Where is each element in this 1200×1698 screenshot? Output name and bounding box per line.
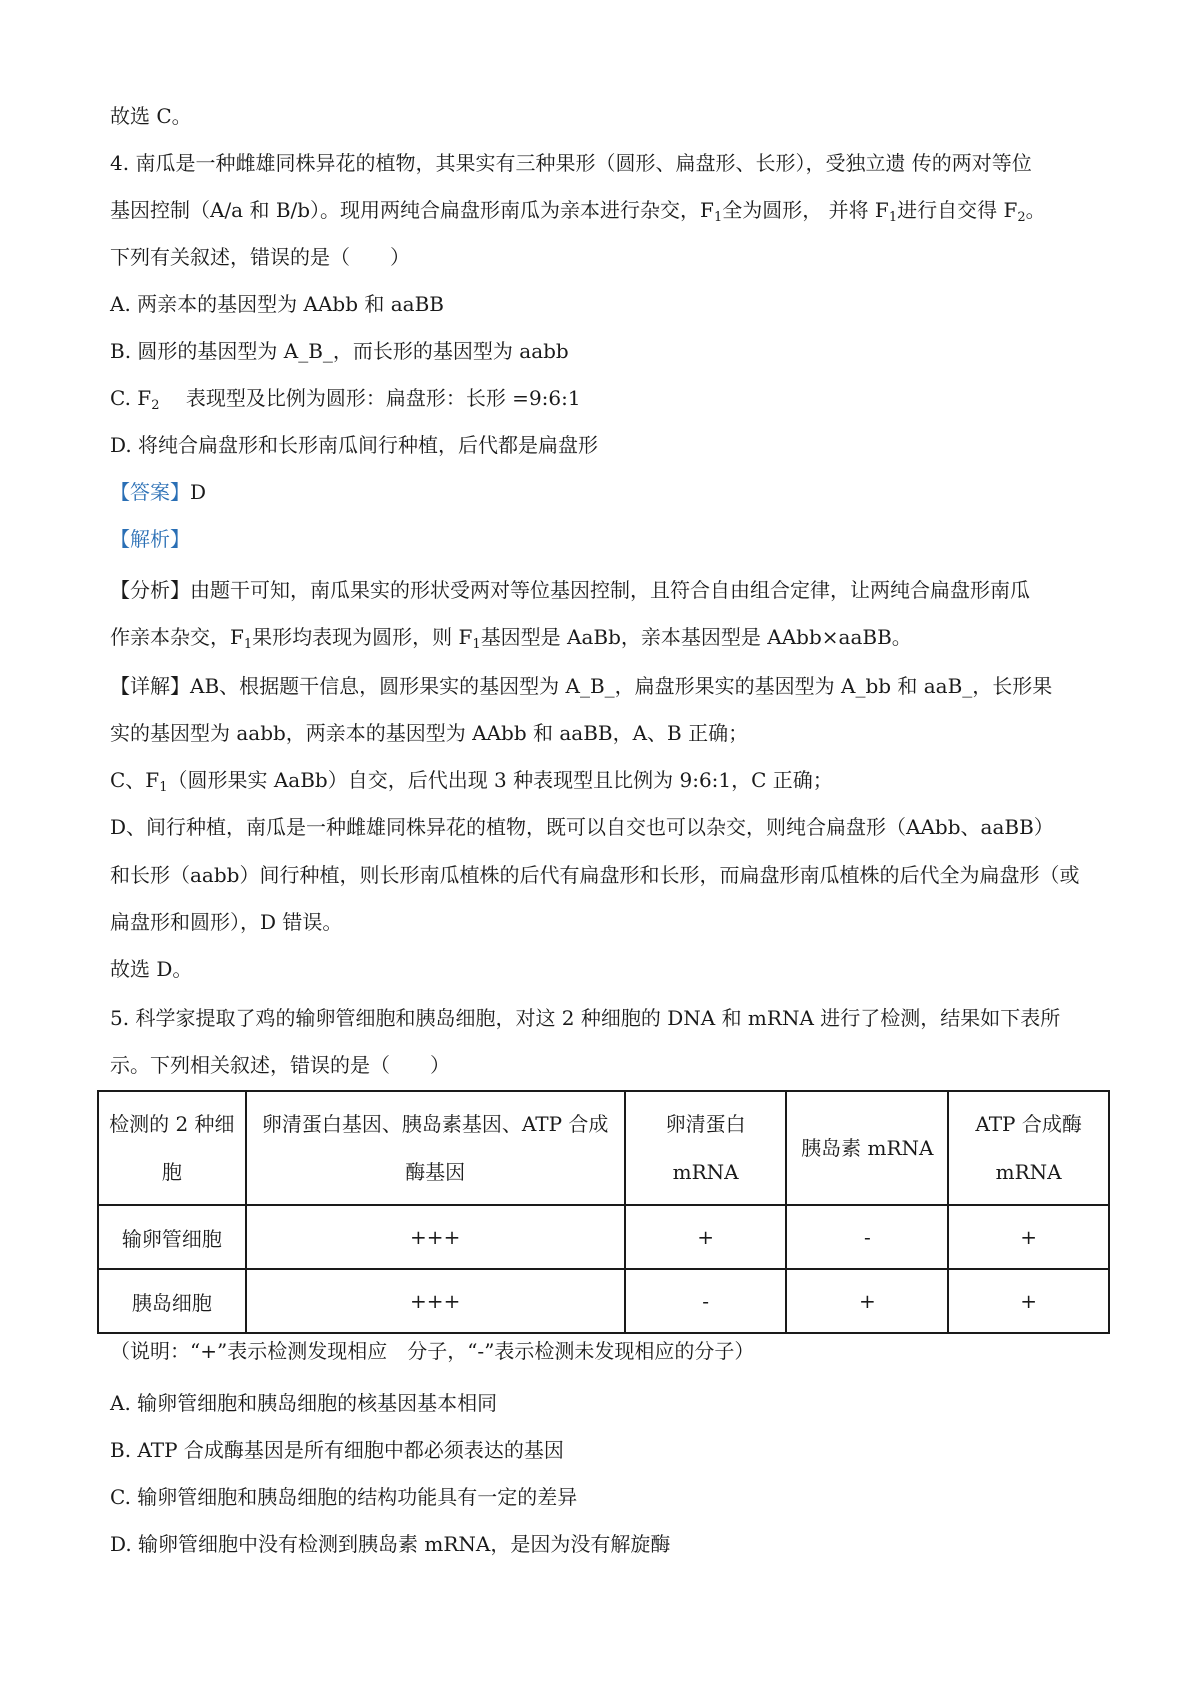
- q5-option-d: D. 输卵管细胞中没有检测到胰岛素 mRNA，是因为没有解旋酶: [110, 1532, 671, 1556]
- table-header-cell: 检测的 2 种细胞: [98, 1091, 246, 1205]
- table-cell: 输卵管细胞: [98, 1205, 246, 1269]
- table-header-row: [98, 1091, 1109, 1205]
- q4-option-d: D. 将纯合扁盘形和长形南瓜间行种植，后代都是扁盘形: [110, 433, 599, 457]
- table-header-cell: 卵清蛋白基因、胰岛素基因、ATP 合成酶基因: [246, 1091, 625, 1205]
- q5-option-c: C. 输卵管细胞和胰岛细胞的结构功能具有一定的差异: [110, 1485, 578, 1509]
- table-cell: 胰岛细胞: [98, 1269, 246, 1333]
- table-header-cell: 胰岛素 mRNA: [786, 1091, 948, 1205]
- q4-xiangjie-line-3: C、$F_1$（圆形果实 AaBb）自交，后代出现 3 种表现型且比例为 9:6:1，C 正确；: [110, 768, 833, 795]
- q4-xiangjie-line-2: 实的基因型为 aabb，两亲本的基因型为 AAbb 和 aaBB，A、B 正确；: [110, 721, 749, 745]
- table-cell: +: [786, 1269, 948, 1333]
- q4-answer: [110, 477, 206, 507]
- table-cell: +: [625, 1205, 787, 1269]
- q5-option-b: B. ATP 合成酶基因是所有细胞中都必须表达的基因: [110, 1438, 564, 1462]
- table-cell: -: [625, 1269, 787, 1333]
- table-cell: +++: [246, 1205, 625, 1269]
- detection-table: [97, 1090, 1110, 1334]
- table-cell: +++: [246, 1269, 625, 1333]
- q4-stem-line-3: 下列有关叙述，错误的是（ ）: [110, 245, 410, 269]
- q4-analysis-tag: 【解析】: [110, 527, 190, 551]
- table-header-cell: ATP 合成酶 mRNA: [948, 1091, 1109, 1205]
- q4-xiangjie-line-6: 扁盘形和圆形），D 错误。: [110, 910, 343, 934]
- q4-stem-line-2: 基因控制（A/a 和 B/b）。现用两纯合扁盘形南瓜为亲本进行杂交，$F_1$全为圆形， 并将 $F_1$进行自交得 $F_2$。: [110, 198, 1046, 225]
- q4-stem-line-1: 4. 南瓜是一种雌雄同株异花的植物，其果实有三种果形（圆形、扁盘形、长形），受独立遗 传的两对等位: [110, 151, 1032, 175]
- q4-fenxi-line-1: 【分析】由题干可知，南瓜果实的形状受两对等位基因控制，且符合自由组合定律，让两纯合扁盘形南瓜: [110, 578, 1030, 602]
- table-cell: -: [786, 1205, 948, 1269]
- q4-xiangjie-line-5: 和长形（aabb）间行种植，则长形南瓜植株的后代有扁盘形和长形，而扁盘形南瓜植株的后代全为扁盘形（或: [110, 863, 1080, 887]
- q4-fenxi-line-2: 作亲本杂交，$F_1$果形均表现为圆形，则 $F_1$基因型是 AaBb，亲本基因型是 AAbb×aaBB。: [110, 625, 912, 652]
- table-row: [98, 1269, 1109, 1333]
- q5-option-a: A. 输卵管细胞和胰岛细胞的核基因基本相同: [110, 1391, 498, 1415]
- previous-answer-end: 故选 C。: [110, 104, 192, 128]
- q4-end: 故选 D。: [110, 957, 193, 981]
- q5-table-note: （说明：“+”表示检测发现相应 分子，“-”表示检测未发现相应的分子）: [110, 1339, 755, 1363]
- q4-xiangjie-line-1: 【详解】AB、根据题干信息，圆形果实的基因型为 A_B_，扁盘形果实的基因型为 A_bb 和 aaB_，长形果: [110, 674, 1053, 698]
- q4-option-c: C. $F_2$ 表现型及比例为圆形：扁盘形：长形 =9:6:1: [110, 386, 581, 413]
- answer-value: D: [190, 480, 207, 504]
- table-row: [98, 1205, 1109, 1269]
- q4-xiangjie-line-4: D、间行种植，南瓜是一种雌雄同株异花的植物，既可以自交也可以杂交，则纯合扁盘形（AAbb、aaBB）: [110, 815, 1054, 839]
- q4-option-a: A. 两亲本的基因型为 AAbb 和 aaBB: [110, 292, 444, 316]
- table-cell: +: [948, 1269, 1109, 1333]
- q5-stem-line-1: 5. 科学家提取了鸡的输卵管细胞和胰岛细胞，对这 2 种细胞的 DNA 和 mRNA 进行了检测，结果如下表所: [110, 1006, 1061, 1030]
- answer-tag: 【答案】: [110, 480, 190, 504]
- q5-stem-line-2: 示。下列相关叙述，错误的是（ ）: [110, 1053, 450, 1077]
- table-cell: +: [948, 1205, 1109, 1269]
- q4-option-b: B. 圆形的基因型为 A_B_，而长形的基因型为 aabb: [110, 339, 569, 363]
- table-header-cell: 卵清蛋白 mRNA: [625, 1091, 787, 1205]
